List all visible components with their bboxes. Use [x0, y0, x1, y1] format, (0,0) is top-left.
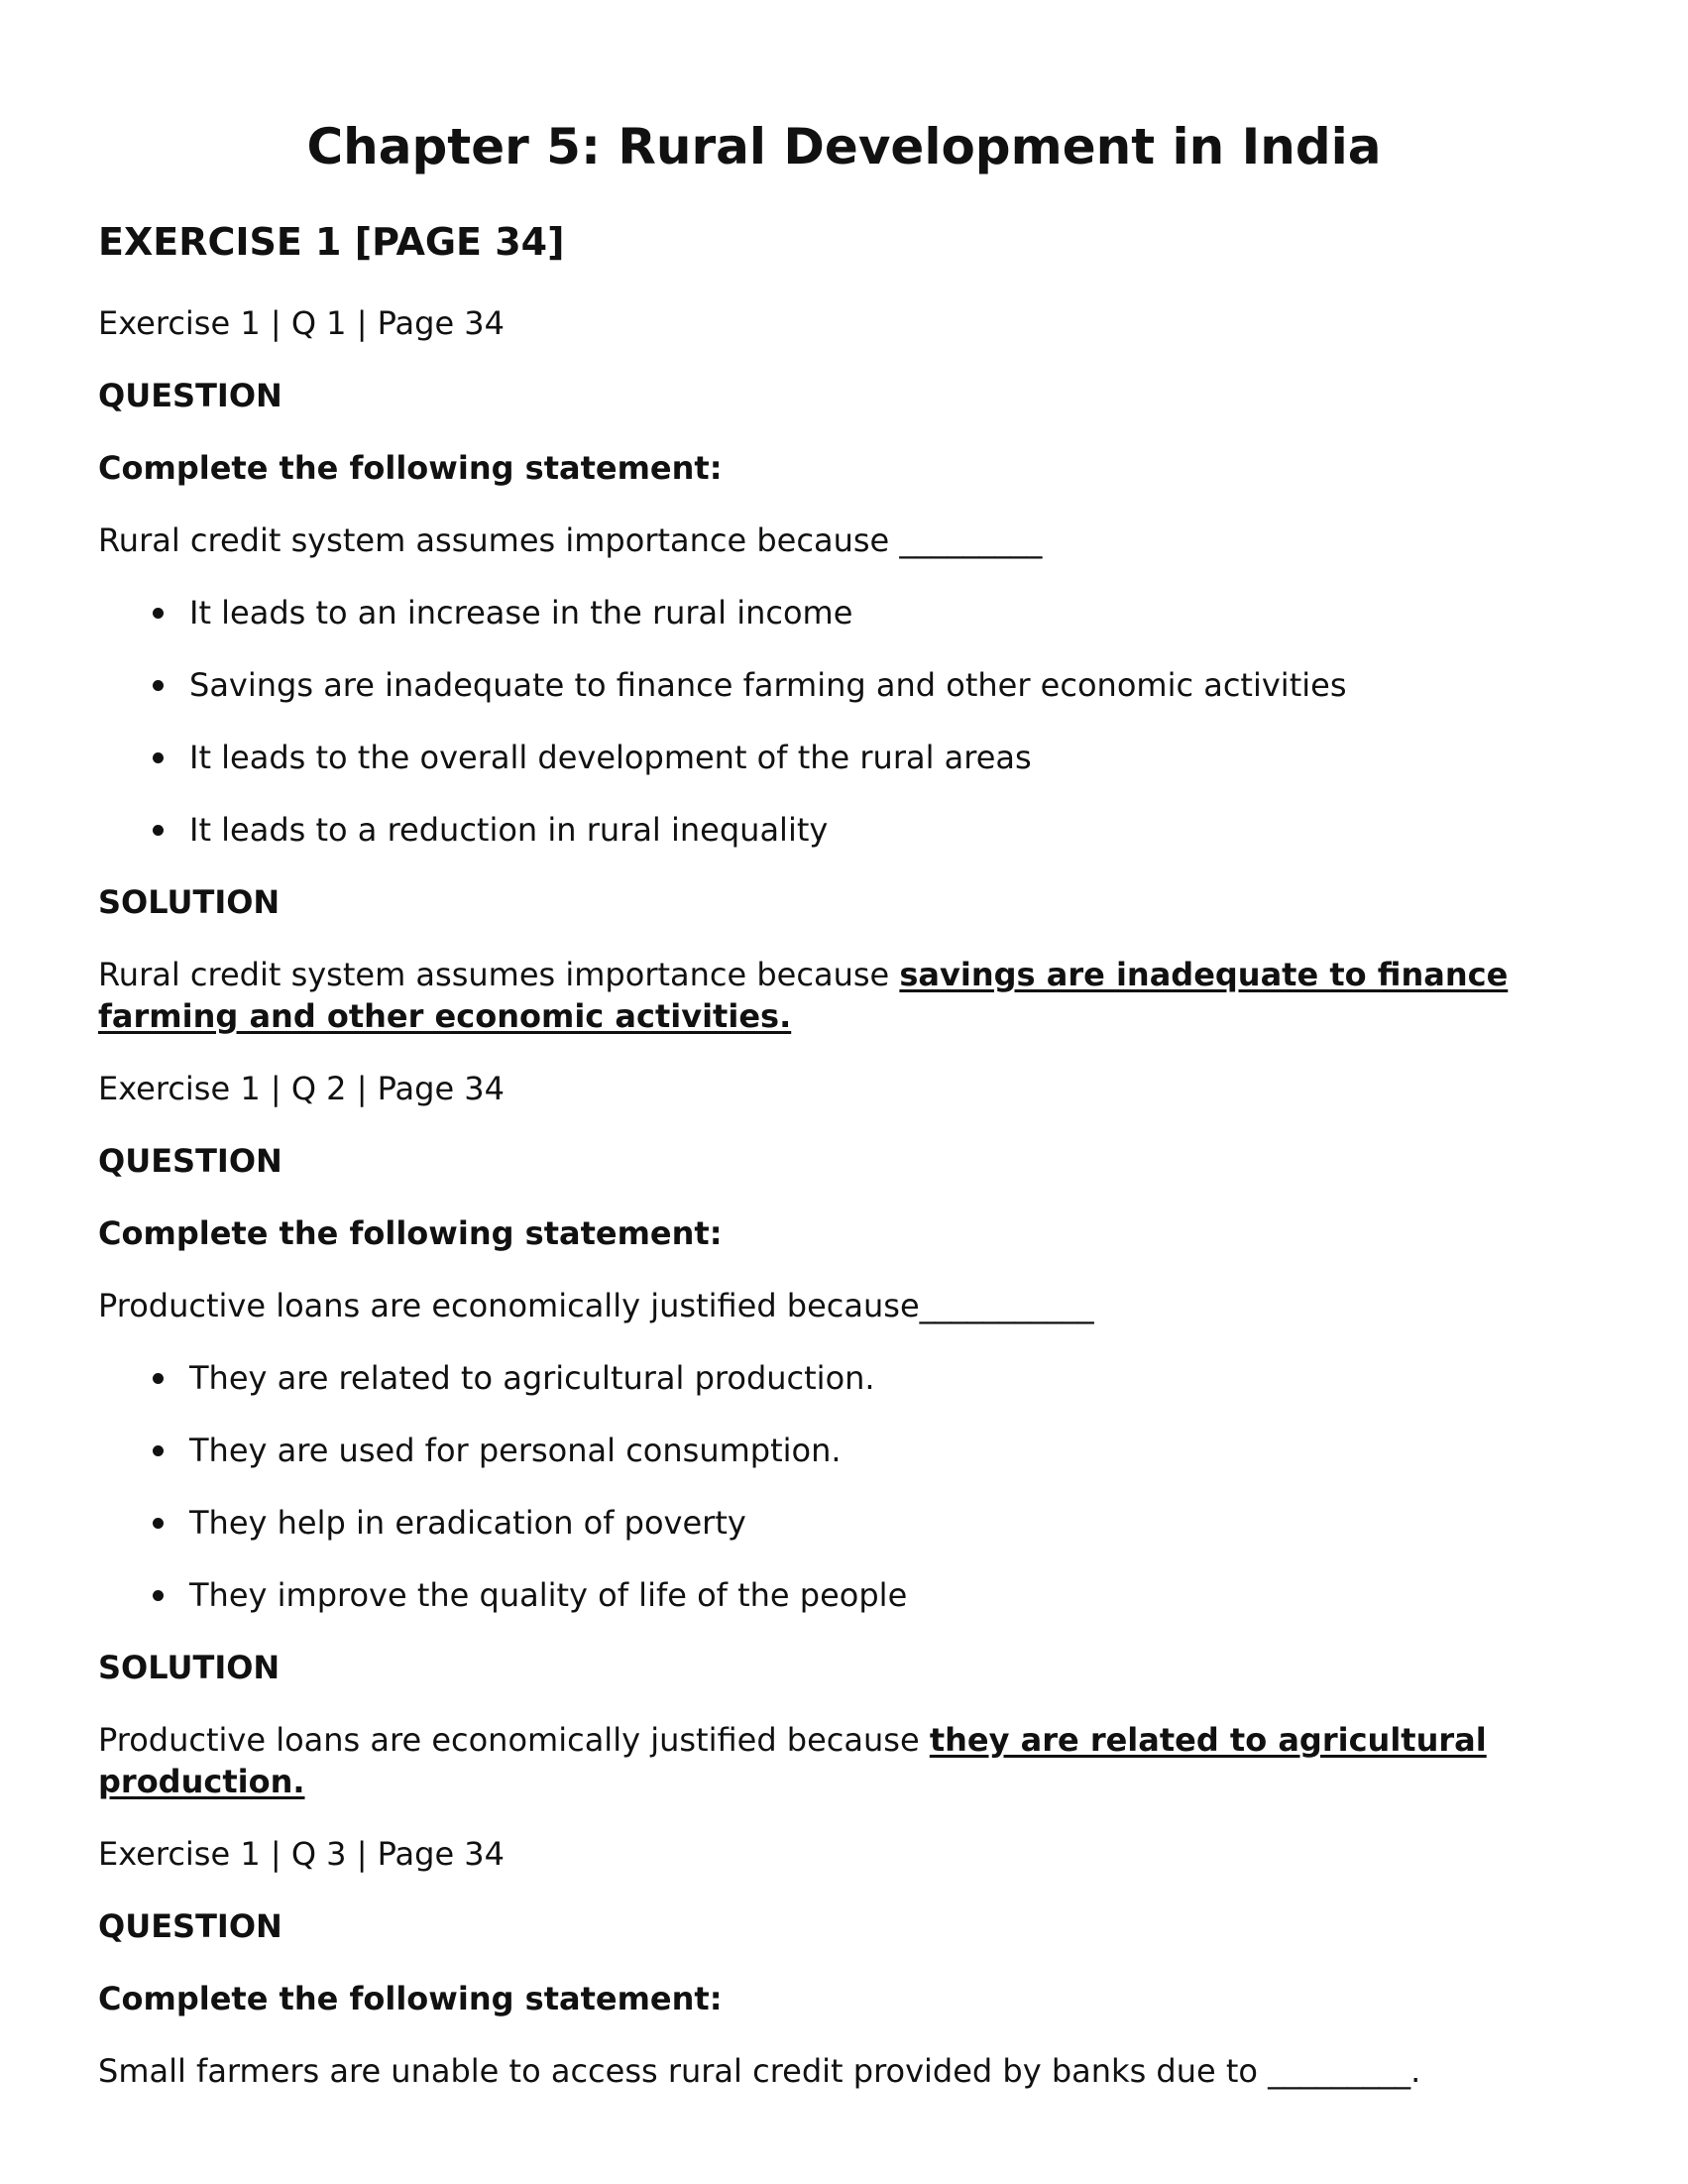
option-text: They help in eradication of poverty [189, 1504, 746, 1542]
solution-answer: they are related to agricultural production. [98, 1721, 1487, 1800]
question-statement: Productive loans are economically justified because___________ [98, 1287, 1094, 1324]
chapter-title: Chapter 5: Rural Development in India [306, 118, 1382, 175]
bullet-icon [153, 1518, 164, 1529]
option-item [98, 809, 1585, 851]
solution-label: SOLUTION [98, 883, 281, 921]
question-instruction: Complete the following statement: [98, 1980, 723, 2017]
question-reference: Exercise 1 | Q 2 | Page 34 [98, 1070, 506, 1107]
exercise-heading: EXERCISE 1 [PAGE 34] [98, 220, 565, 264]
question-statement: Small farmers are unable to access rural credit provided by banks due to _________. [98, 2052, 1421, 2090]
question-reference: Exercise 1 | Q 3 | Page 34 [98, 1835, 506, 1873]
bullet-icon [153, 752, 164, 763]
question-instruction: Complete the following statement: [98, 1214, 723, 1252]
option-item [98, 664, 1585, 706]
option-list [98, 592, 1585, 851]
option-text: It leads to a reduction in rural inequality [189, 811, 829, 849]
question-block [98, 1068, 1585, 1802]
option-text: They are related to agricultural production. [189, 1359, 875, 1397]
option-item [98, 1430, 1585, 1471]
question-label: QUESTION [98, 377, 282, 414]
question-label: QUESTION [98, 1907, 282, 1945]
bullet-icon [153, 680, 164, 691]
option-text: It leads to an increase in the rural income [189, 594, 853, 632]
option-text: It leads to the overall development of the rural areas [189, 739, 1032, 776]
bullet-icon [153, 1590, 164, 1601]
question-reference: Exercise 1 | Q 1 | Page 34 [98, 304, 506, 342]
solution-text [98, 1719, 1535, 1802]
option-text: They are used for personal consumption. [189, 1432, 842, 1469]
option-text: Savings are inadequate to finance farming and other economic activities [189, 666, 1347, 704]
document-content [98, 302, 1585, 2123]
question-instruction: Complete the following statement: [98, 449, 723, 487]
option-list [98, 1357, 1585, 1616]
question-block [98, 302, 1585, 1037]
option-item [98, 1502, 1585, 1544]
solution-prefix: Rural credit system assumes importance because [98, 956, 900, 993]
option-item [98, 1574, 1585, 1616]
option-item [98, 1357, 1585, 1399]
bullet-icon [153, 1373, 164, 1384]
option-item [98, 737, 1585, 778]
solution-text [98, 954, 1535, 1037]
option-item [98, 592, 1585, 633]
solution-prefix: Productive loans are economically justified because [98, 1721, 930, 1759]
solution-label: SOLUTION [98, 1649, 281, 1686]
bullet-icon [153, 825, 164, 836]
question-label: QUESTION [98, 1142, 282, 1180]
solution-answer: savings are inadequate to finance farming and other economic activities. [98, 956, 1509, 1035]
bullet-icon [153, 608, 164, 619]
question-statement: Rural credit system assumes importance because _________ [98, 521, 1043, 559]
option-text: They improve the quality of life of the people [189, 1576, 908, 1614]
question-block [98, 1833, 1585, 2092]
bullet-icon [153, 1445, 164, 1456]
